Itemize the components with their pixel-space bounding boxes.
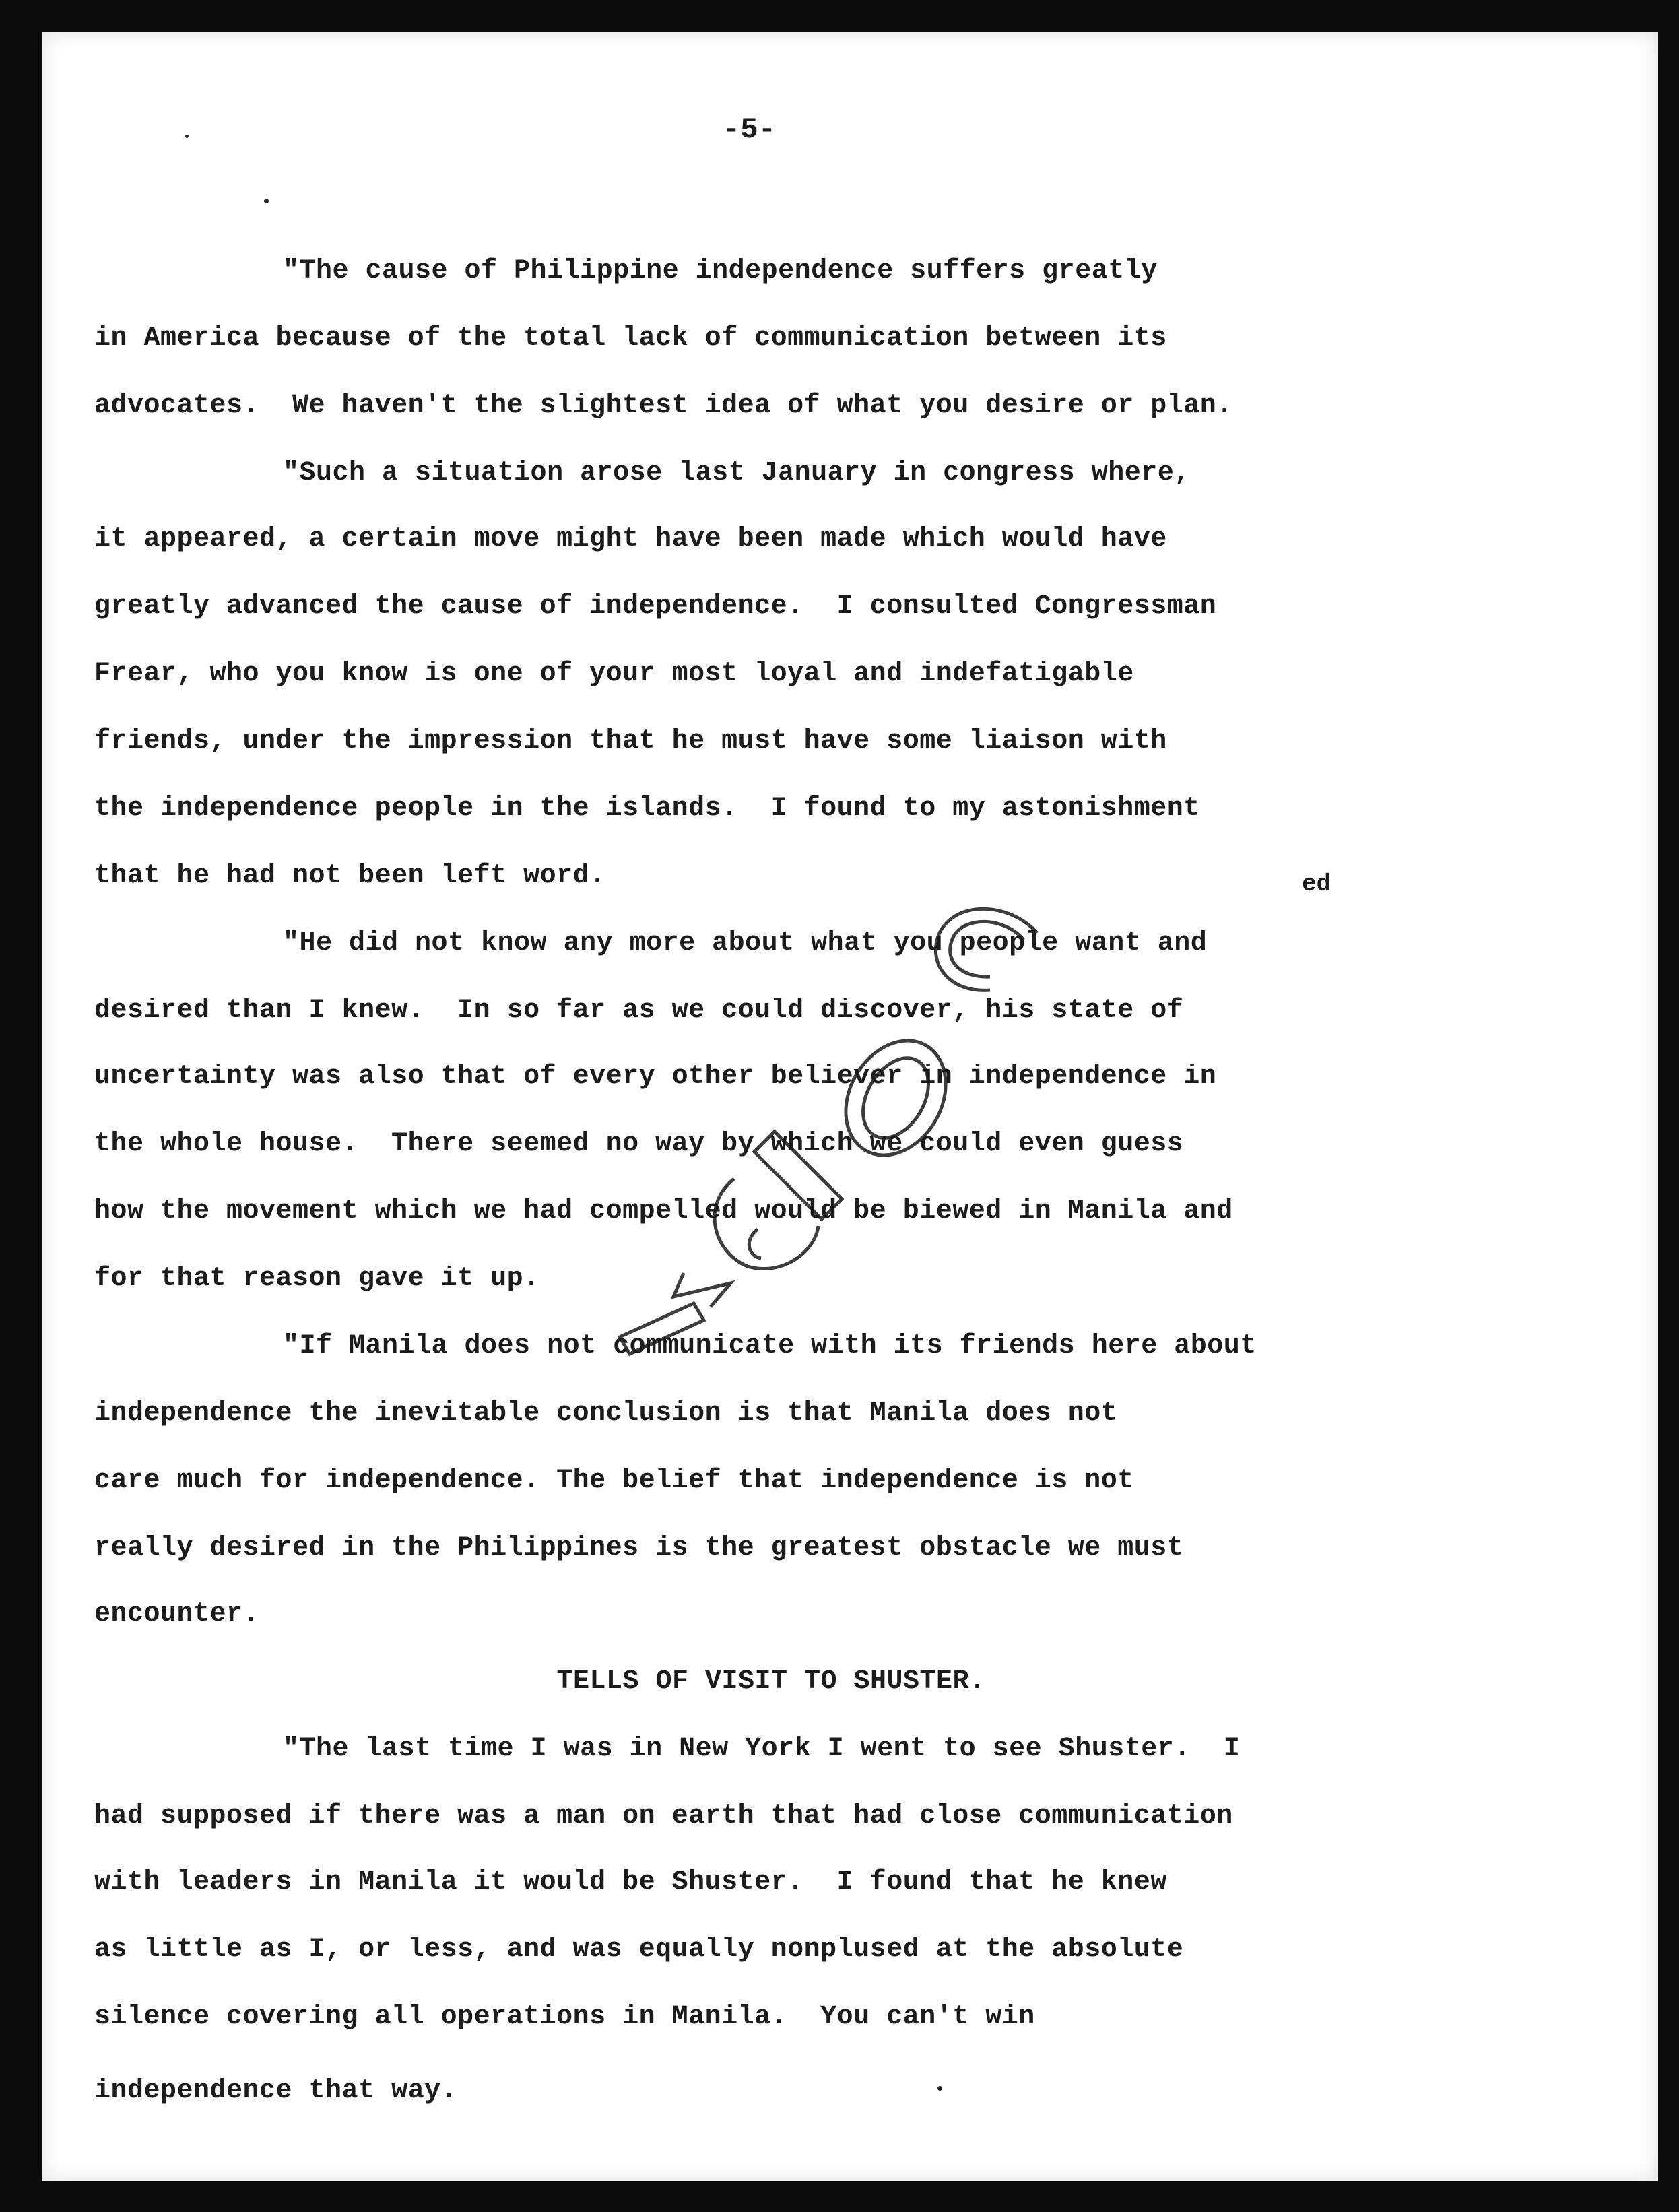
correction-mark: ed [1302,870,1331,898]
paragraph-line: advocates. We haven't the slightest idea of what you desire or plan. [94,391,1233,421]
paragraph-line: care much for independence. The belief that independence is not [94,1466,1134,1496]
paragraph-line: really desired in the Philippines is the greatest obstacle we must [94,1533,1184,1563]
paragraph-line: had supposed if there was a man on earth that had close communication [94,1801,1233,1831]
paragraph-line: encounter. [94,1599,260,1629]
paragraph-line: silence covering all operations in Manila. You can't win [94,2002,1035,2032]
paragraph-line: with leaders in Manila it would be Shuster. I found that he knew [94,1867,1167,1897]
paragraph-line: how the movement which we had compelled would be biewed in Manila and [94,1196,1233,1227]
paragraph-line: "The cause of Philippine independence suffers greatly [283,256,1158,286]
paragraph-line: friends, under the impression that he must have some liaison with [94,726,1167,756]
document-page [42,32,1658,2181]
paragraph-line: "The last time I was in New York I went to see Shuster. I [283,1734,1241,1764]
paragraph-line: for that reason gave it up. [94,1264,540,1294]
paragraph-line: "If Manila does not communicate with its friends here about [283,1331,1257,1361]
ink-speck [264,199,269,203]
paragraph-line: independence that way. [94,2076,458,2106]
paragraph-line: desired than I knew. In so far as we could discover, his state of [94,996,1184,1026]
paragraph-line: "He did not know any more about what you people want and [283,928,1208,958]
ink-speck [185,135,189,138]
paragraph-line: the independence people in the islands. I found to my astonishment [94,793,1200,824]
paragraph-line: greatly advanced the cause of independence. I consulted Congressman [94,591,1217,622]
paragraph-line: in America because of the total lack of communication between its [94,323,1167,354]
paragraph-line: Frear, who you know is one of your most loyal and indefatigable [94,659,1134,689]
paragraph-line: that he had not been left word. [94,861,606,891]
ink-speck [937,2086,942,2091]
paragraph-line: independence the inevitable conclusion is that Manila does not [94,1398,1118,1429]
paragraph-line: uncertainty was also that of every other believer in independence in [94,1062,1217,1092]
page-number: -5- [722,113,777,147]
paragraph-line: as little as I, or less, and was equally nonplused at the absolute [94,1934,1184,1965]
section-heading: TELLS OF VISIT TO SHUSTER. [556,1666,986,1697]
paragraph-line: "Such a situation arose last January in congress where, [283,458,1191,488]
paragraph-line: the whole house. There seemed no way by which we could even guess [94,1129,1184,1159]
paragraph-line: it appeared, a certain move might have been made which would have [94,524,1167,554]
